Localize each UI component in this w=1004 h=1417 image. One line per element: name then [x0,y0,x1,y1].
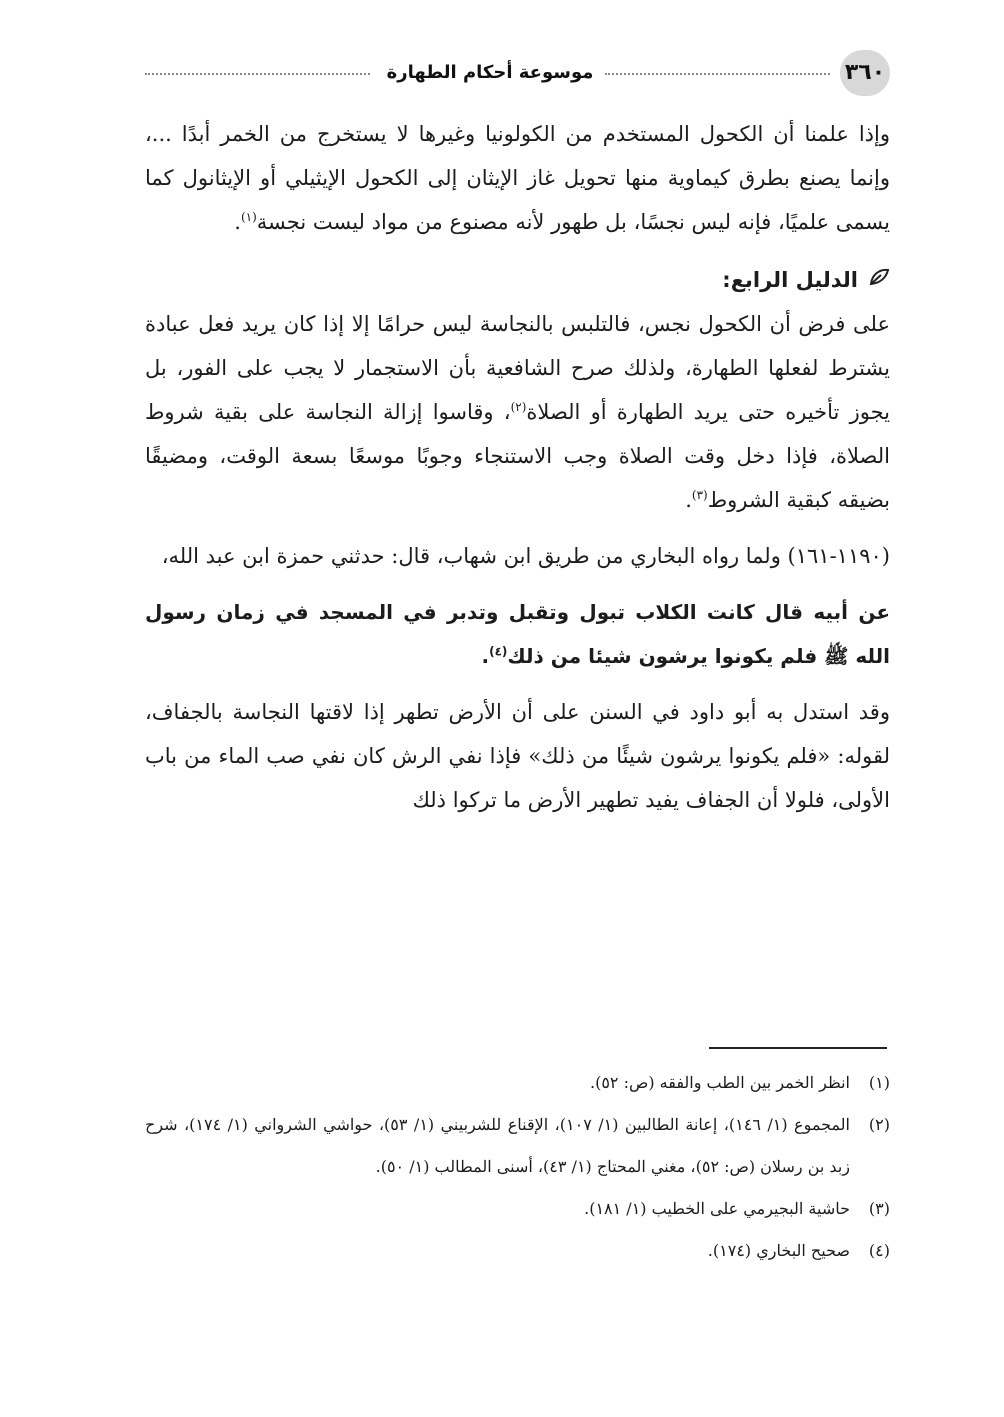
footnote-text: انظر الخمر بين الطب والفقه (ص: ٥٢). [589,1073,850,1092]
footnote-separator [709,1047,887,1049]
footnotes [145,1062,890,1272]
main-text [145,112,890,822]
footnote-text: حاشية البجيرمي على الخطيب (١/ ١٨١). [584,1199,850,1218]
footnote-text: المجموع (١/ ١٤٦)، إعانة الطالبين (١/ ١٠٧)، الإقناع للشربيني (١/ ٥٣)، حواشي الشرواني (١/ ١٧٤)، شرح زبد بن رسلان (ص: ٥٢)، مغني المحتاج (١/ ٤٣)، أسنى المطالب (١/ ٥٠). [145,1115,850,1176]
footnote-ref-2[interactable]: (٢) [510,400,527,414]
footnote-number: (٣) [868,1199,890,1218]
footnote-item [145,1062,890,1104]
footnote-ref-1[interactable]: (١) [240,210,257,224]
paragraph-1: وإذا علمنا أن الكحول المستخدم من الكولونيا وغيرها لا يستخرج من الخمر أبدًا ...، وإنما يصنع بطرق كيماوية منها تحويل غاز الإيثان إلى الكحول الإيثيلي أو الإيثانول كما يسمى علميًا، فإنه ليس نجسًا، بل طهور لأنه مصنوع من مواد ليست نجسة$^{(١)}$. [145,122,890,234]
footnote-ref-3[interactable]: (٣) [691,488,708,502]
paragraph-2: على فرض أن الكحول نجس، فالتلبس بالنجاسة ليس حرامًا إلا إذا كان يريد فعل عبادة يشترط لفعلها الطهارة، ولذلك صرح الشافعية بأن الاستجمار لا يجب على الفور، بل يجوز تأخيره حتى يريد الطهارة أو الصلاة$^{(٢)}$، وقاسوا إزالة النجاسة على بقية شروط الصلاة، فإذا دخل وقت الصلاة وجب الاستنجاء وجوبًا موسعًا بسعة الوقت، ومضيقًا بضيقه كبقية الشروط$^{(٣)}$. [145,312,891,512]
paragraph-4: وقد استدل به أبو داود في السنن على أن الأرض تطهر إذا لاقتها النجاسة بالجفاف، لقوله: «فلم يكونوا يرشون شيئًا من ذلك» فإذا نفي الرش كان نفي صب الماء من باب الأولى، فلولا أن الجفاف يفيد تطهير الأرض ما تركوا ذلك [145,700,890,812]
footnote-item [145,1188,890,1230]
paragraph-3: (١١٩٠-١٦١) ولما رواه البخاري من طريق ابن شهاب، قال: حدثني حمزة ابن عبد الله، [161,544,890,568]
footnote-item [145,1104,890,1188]
header-dotted-rule-right [605,73,830,75]
running-title: موسوعة أحكام الطهارة [386,62,594,83]
section-heading: الدليل الرابع: [145,258,890,302]
footnote-text: صحيح البخاري (١٧٤). [707,1241,850,1260]
page-header [145,50,890,96]
page-number: ٣٦٠ [840,50,890,96]
header-dotted-rule-left [145,73,370,75]
footnote-item [145,1230,890,1272]
footnote-number: (٢) [868,1115,890,1134]
footnote-number: (٤) [868,1241,890,1260]
footnote-number: (١) [868,1073,890,1092]
footnote-ref-4[interactable]: (٤) [489,644,508,659]
hadith-text: عن أبيه قال كانت الكلاب تبول وتقبل وتدبر في المسجد في زمان رسول الله ﷺ فلم يكونوا يرشون شيئا من ذلك$^{(٤)}$. [145,600,890,668]
leaf-bullet-icon [868,258,890,302]
